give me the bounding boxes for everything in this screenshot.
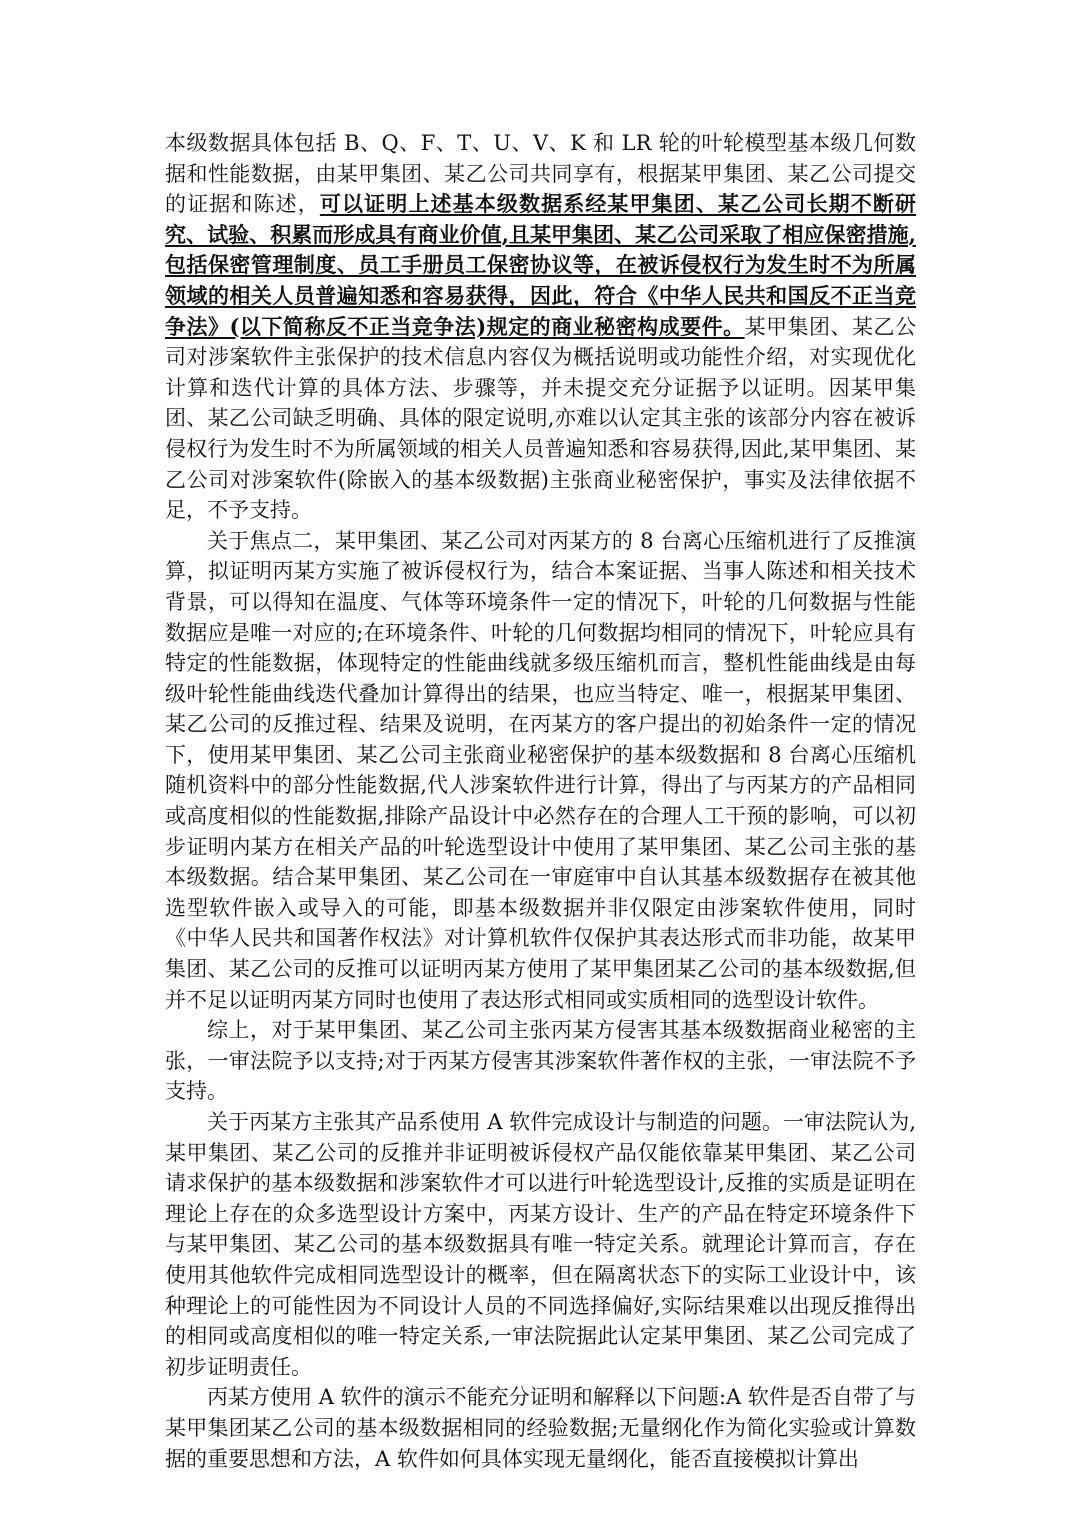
paragraph-3: 综上，对于某甲集团、某乙公司主张丙某方侵害其基本级数据商业秘密的主张，一审法院予以支持;对于丙某方侵害其涉案软件著作权的主张，一审法院不予支持。: [165, 1018, 916, 1104]
paragraph-4: 关于丙某方主张其产品系使用 A 软件完成设计与制造的问题。一审法院认为,某甲集团、某乙公司的反推并非证明被诉侵权产品仅能依靠某甲集团、某乙公司请求保护的基本级数据和涉案软件才可以进行叶轮选型设计,反推的实质是证明在理论上存在的众多选型设计方案中，丙某方设计、生产的产品在特定环境条件下与某甲集团、某乙公司的基本级数据具有唯一特定关系。就理论计算而言，存在使用其他软件完成相同选型设计的概率，但在隔离状态下的实际工业设计中，该种理论上的可能性因为不同设计人员的不同选择偏好,实际结果难以出现反推得出的相同或高度相似的唯一特定关系,一审法院据此认定某甲集团、某乙公司完成了初步证明责任。: [165, 1110, 916, 1379]
paragraph-1-tail: 某甲集团、某乙公司对涉案软件主张保护的技术信息内容仅为概括说明或功能性介绍，对实现优化计算和迭代计算的具体方法、步骤等，并未提交充分证据予以证明。因某甲集团、某乙公司缺乏明确、具体的限定说明,亦难以认定其主张的该部分内容在被诉侵权行为发生时不为所属领域的相关人员普遍知悉和容易获得,因此,某甲集团、某乙公司对涉案软件(除嵌入的基本级数据)主张商业秘密保护，事实及法律依据不足，不予支持。: [165, 314, 917, 523]
paragraph-1: [165, 128, 916, 526]
paragraph-1-emphasis: 可以证明上述基本级数据系经某甲集团、某乙公司长期不断研究、试验、积累而形成具有商业价值,且某甲集团、某乙公司采取了相应保密措施,包括保密管理制度、员工手册员工保密协议等，在被诉侵权行为发生时不为所属领域的相关人员普遍知悉和容易获得，因此，符合《中华人民共和国反不正当竞争法》(以下简称反不正当竞争法)规定的商业秘密构成要件。: [165, 191, 917, 339]
paragraph-1-lead: 本级数据具体包括 B、Q、F、T、U、V、K 和 LR 轮的叶轮模型基本级几何数据和性能数据，由某甲集团、某乙公司共同享有，根据某甲集团、某乙公司提交的证据和陈述，: [165, 131, 916, 217]
paragraph-2: 关于焦点二，某甲集团、某乙公司对丙某方的 8 台离心压缩机进行了反推演算，拟证明丙某方实施了被诉侵权行为，结合本案证据、当事人陈述和相关技术背景，可以得知在温度、气体等环境条件一定的情况下，叶轮的几何数据与性能数据应是唯一对应的;在环境条件、叶轮的几何数据均相同的情况下，叶轮应具有特定的性能数据，体现特定的性能曲线就多级压缩机而言，整机性能曲线是由每级叶轮性能曲线迭代叠加计算得出的结果，也应当特定、唯一，根据某甲集团、某乙公司的反推过程、结果及说明，在丙某方的客户提出的初始条件一定的情况下，使用某甲集团、某乙公司主张商业秘密保护的基本级数据和 8 台离心压缩机随机资料中的部分性能数据,代人涉案软件进行计算，得出了与丙某方的产品相同或高度相似的性能数据,排除产品设计中必然存在的合理人工干预的影响，可以初步证明内某方在相关产品的叶轮选型设计中使用了某甲集团、某乙公司主张的基本级数据。结合某甲集团、某乙公司在一审庭审中自认其基本级数据存在被其他选型软件嵌入或导入的可能，即基本级数据并非仅限定由涉案软件使用，同时《中华人民共和国著作权法》对计算机软件仅保护其表达形式而非功能，故某甲集团、某乙公司的反推可以证明丙某方使用了某甲集团某乙公司的基本级数据,但并不足以证明丙某方同时也使用了表达形式相同或实质相同的选型设计软件。: [165, 528, 916, 1012]
paragraph-5: 丙某方使用 A 软件的演示不能充分证明和解释以下问题:A 软件是否自带了与某甲集团某乙公司的基本级数据相同的经验数据;无量纲化作为简化实验或计算数据的重要思想和方法，A 软件如何具体实现无量纲化，能否直接模拟计算出: [165, 1385, 916, 1471]
document-page: [165, 128, 916, 1474]
